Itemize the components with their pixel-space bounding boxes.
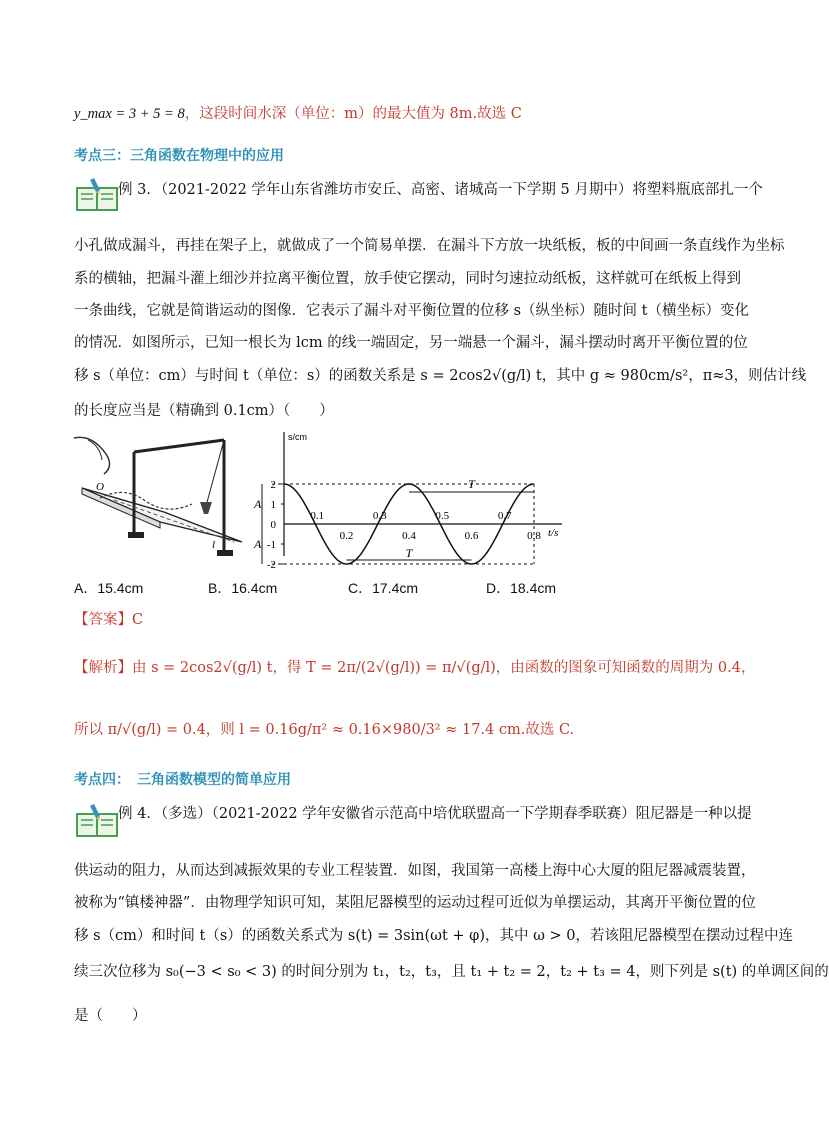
section-4-heading: 考点四： 三角函数模型的简单应用 [74,772,291,788]
section-3-heading: 考点三：三角函数在物理中的应用 [74,148,284,164]
amplitude-label-lower: A [254,537,262,551]
example-3-line-1: 小孔做成漏斗，再挂在架子上，就做成了一个简易单摆．在漏斗下方放一块纸板，板的中间画一条直线作为坐标 [74,238,785,254]
example-3-line-6: 的长度应当是（精确到 0.1cm）（ ） [74,403,334,419]
example-3-line-3: 一条曲线，它就是简谐运动的图像．它表示了漏斗对平衡位置的位移 s（纵坐标）随时间 t（横坐标）变化 [74,303,749,319]
length-label: l [212,539,216,551]
example-4-line-2: 被称为“镇楼神器”．由物理学知识可知，某阻尼器模型的运动过程可近似为单摆运动，其离开平衡位置的位 [74,895,756,911]
example-3-line-2: 系的横轴，把漏斗灌上细沙并拉离平衡位置，放手使它摆动，同时匀速拉动纸板，这样就可在纸板上得到 [74,271,741,287]
y-axis-label: s/cm [288,432,307,442]
example-4-line-5: 是（ ） [74,1008,147,1024]
x-tick-label: 0.8 [527,530,541,542]
example-3-label: 例 3． [118,182,161,198]
x-tick-label: 0.2 [339,530,354,542]
y-tick-label: -1 [266,539,276,551]
period-label-bottom: T [405,546,413,560]
example-3-line-5: 移 s（单位：cm）与时间 t（单位：s）的函数关系是 s = 2cos2√(g/l) t，其中 g ≈ 980cm/s²，π≈3，则估计线 [74,368,807,384]
y-tick-label: 1 [270,499,276,511]
origin-label: O [96,481,104,493]
example-4-line-4: 续三次位移为 s₀(−3 < s₀ < 3) 的时间分别为 t₁，t₂，t₃，且 t₁ + t₂ = 2，t₂ + t₃ = 4，则下列是 s(t) 的单调区间的 [74,964,829,980]
y-tick-label: 2 [270,479,276,491]
choice-a[interactable]: A．15.4cm [74,580,144,596]
x-tick-label: 0.6 [464,530,479,542]
x-tick-label-upper: 0.7 [497,510,512,522]
top-line [74,104,522,124]
example-4-line-3: 移 s（cm）和时间 t（s）的函数关系式为 s(t) = 3sin(ωt + φ)，其中 ω > 0，若该阻尼器模型在摆动过程中连 [74,928,794,944]
displacement-time-chart [244,428,574,571]
pendulum-illustration [74,430,244,570]
answer-label: 【答案】 [74,612,132,628]
period-label-top: T [468,477,475,491]
example-4-source: （多选）（2021-2022 学年安徽省示范高中培优联盟高一下学期春季联赛）阻尼器是一种以提 [160,806,752,822]
example-3-line-4: 的情况．如图所示，已知一根长为 lcm 的线一端固定，另一端悬一个漏斗，漏斗摆动时离开平衡位置的位 [74,335,748,351]
analysis-label: 【解析】 [74,660,132,676]
choice-d[interactable]: D．18.4cm [486,580,557,596]
example-3-header [118,180,763,200]
amplitude-label-upper: A [254,497,262,511]
analysis-text-1: 由 s = 2cos2√(g/l) t，得 T = 2π/(2√(g/l)) = π/√(g/l)，由函数的图象可知函数的周期为 0.4， [132,660,756,676]
x-tick-label-upper: 0.1 [310,510,325,522]
choice-c[interactable]: C．17.4cm [348,580,419,596]
x-tick-label: 0.4 [402,530,416,542]
origin-tick-label: 0 [270,519,276,531]
analysis-line-2: 所以 π/√(g/l) = 0.4，则 l = 0.16g/π² ≈ 0.16×980/3² ≈ 17.4 cm.故选 C. [74,722,575,738]
x-tick-label-upper: 0.5 [435,510,450,522]
example-4-label: 例 4． [118,806,161,822]
answer-value: C [132,612,144,628]
y-tick-label: -2 [266,559,276,571]
top-line-text: ，这段时间水深（单位：m）的最大值为 8m.故选 C [184,106,522,122]
book-pencil-icon [74,804,124,838]
book-pencil-icon [74,178,124,212]
answer-line [74,610,143,630]
choice-b[interactable]: B．16.4cm [208,580,278,596]
x-tick-label-upper: 0.3 [372,510,387,522]
analysis-line-1 [74,658,755,678]
ymax-formula: y_max = 3 + 5 = 8 [74,106,185,122]
example-3-source: （2021-2022 学年山东省潍坊市安丘、高密、诸城高一下学期 5 月期中）将塑料瓶底部扎一个 [160,182,763,198]
x-axis-label: t/s [548,527,559,539]
example-4-header [118,804,752,824]
example-4-line-1: 供运动的阻力，从而达到减振效果的专业工程装置．如图，我国第一高楼上海中心大厦的阻尼器减震装置， [74,863,756,879]
